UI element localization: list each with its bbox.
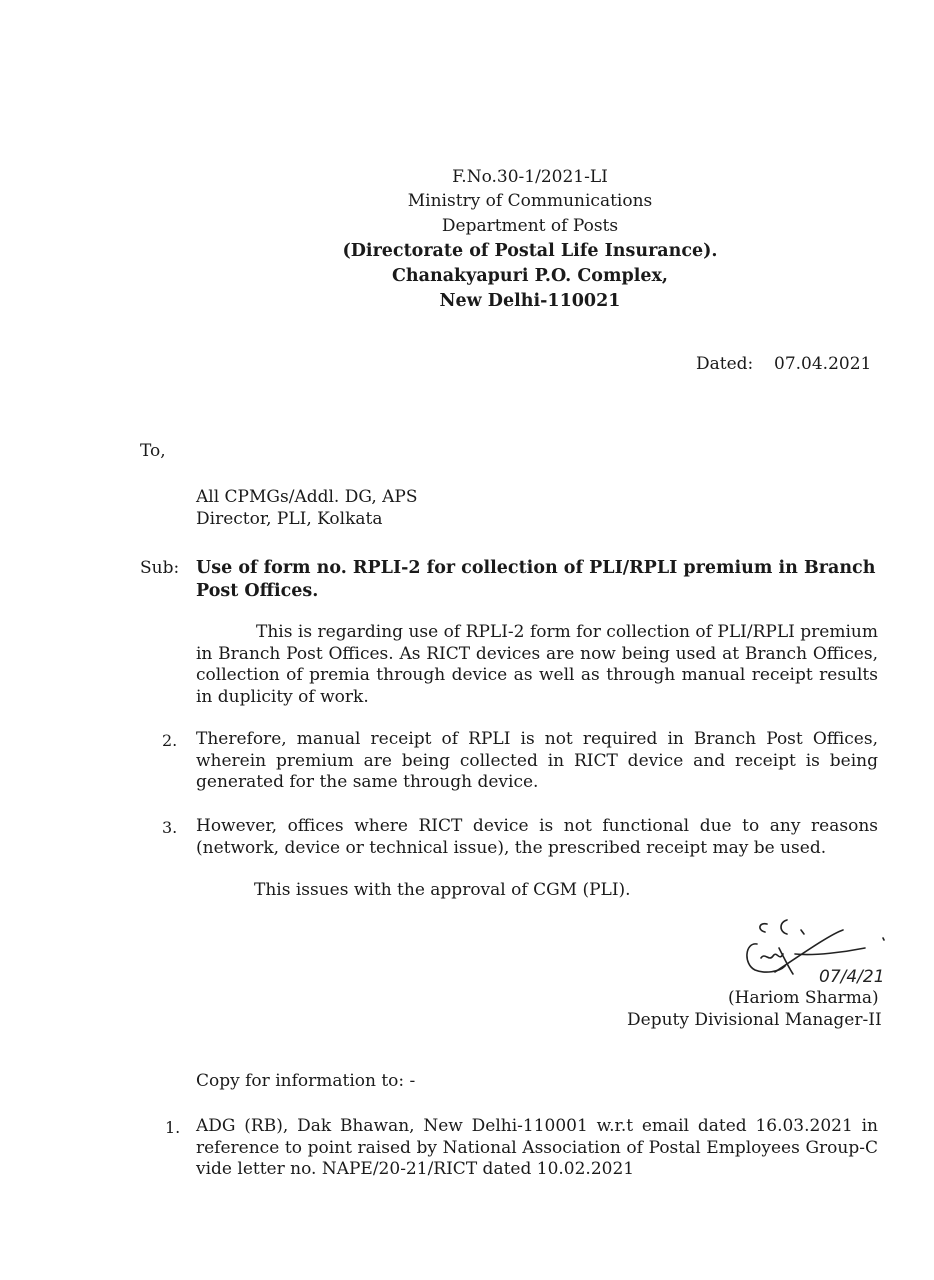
file-number: F.No.30-1/2021-LI	[452, 167, 608, 187]
to-label: To,	[140, 441, 166, 461]
copy-label: Copy for information to: -	[196, 1071, 416, 1091]
directorate-name: (Directorate of Postal Life Insurance).	[342, 241, 718, 261]
ministry-name: Ministry of Communications	[407, 191, 653, 211]
subject-line-2: Post Offices.	[196, 581, 319, 601]
subject-line-1: Use of form no. RPLI-2 for collection of PLI/RPLI premium in Branch	[196, 558, 876, 578]
dated-label: Dated:	[696, 354, 754, 374]
office-complex: Chanakyapuri P.O. Complex,	[391, 266, 669, 286]
subject-label: Sub:	[140, 558, 180, 578]
handwritten-signature	[735, 912, 895, 992]
paragraph-2: Therefore, manual receipt of RPLI is not required in Branch Post Offices, wherein premium are being collected in RICT device and receipt is being generated for the same through device.	[196, 729, 878, 792]
paragraph-3-number: 3.	[162, 818, 178, 837]
recipient-1: All CPMGs/Addl. DG, APS	[196, 487, 418, 507]
copy-item-1: ADG (RB), Dak Bhawan, New Delhi-110001 w.r.t email dated 16.03.2021 in reference to point raised by National Association of Postal Employees Group-C vide letter no. NAPE/20-21/RICT dated 10.02.2021	[196, 1116, 878, 1179]
office-city: New Delhi-110021	[439, 291, 621, 311]
recipient-2: Director, PLI, Kolkata	[196, 509, 383, 529]
paragraph-2-number: 2.	[162, 731, 178, 750]
paragraph-3: However, offices where RICT device is not functional due to any reasons (network, device or technical issue), the prescribed receipt may be used.	[196, 816, 878, 858]
dated-value: 07.04.2021	[774, 354, 872, 374]
signatory-designation: Deputy Divisional Manager-II	[627, 1010, 882, 1030]
handwritten-date: 07/4/21	[819, 967, 885, 987]
approval-note: This issues with the approval of CGM (PLI).	[254, 880, 631, 900]
signatory-name: (Hariom Sharma)	[728, 988, 879, 1008]
paragraph-1: This is regarding use of RPLI-2 form for collection of PLI/RPLI premium in Branch Post Offices. As RICT devices are now being used at Branch Offices, collection of premia through device as well as through manual receipt results in duplicity of work.	[196, 622, 878, 707]
copy-item-1-number: 1.	[165, 1118, 181, 1137]
department-name: Department of Posts	[441, 216, 619, 236]
